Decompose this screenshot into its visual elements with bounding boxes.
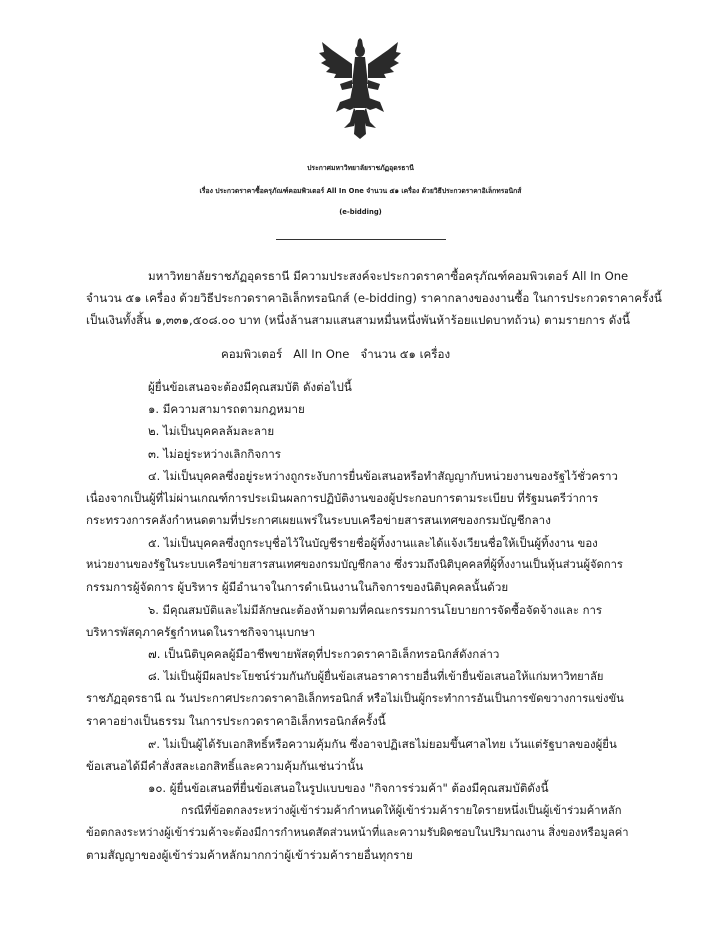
intro-line: มหาวิทยาลัยราชภัฏอุดรธานี มีความประสงค์จะประกวดราคาซื้อครุภัณฑ์คอมพิวเตอร์ All In One — [148, 269, 629, 283]
qualification-line: ๑๐. ผู้ยื่นข้อเสนอที่ยื่นข้อเสนอในรูปแบบของ "กิจการร่วมค้า" ต้องมีคุณสมบัติดังนี้ — [148, 781, 549, 795]
qualification-line: ราคาอย่างเป็นธรรม ในการประกวดราคาอิเล็กทรอนิกส์ครั้งนี้ — [86, 714, 386, 728]
announcement-subject-method: (e-bidding) — [339, 208, 382, 216]
qualification-line: กรรมการผู้จัดการ ผู้บริหาร ผู้มีอำนาจในการดำเนินงานในกิจการของนิติบุคคลนั้นด้วย — [86, 580, 509, 594]
qualification-line: ๔. ไม่เป็นบุคคลซึ่งอยู่ระหว่างถูกระงับการยื่นข้อเสนอหรือทำสัญญากับหน่วยงานของรัฐไว้ชั่วคราว — [148, 469, 618, 483]
qualification-line: หน่วยงานของรัฐในระบบเครือข่ายสารสนเทศของกรมบัญชีกลาง ซึ่งรวมถึงนิติบุคคลที่ผู้ทิ้งงานเป็นหุ้นส่วนผู้จัดการ — [86, 558, 623, 571]
announcement-subject: เรื่อง ประกวดราคาซื้อครุภัณฑ์คอมพิวเตอร์ All In One จำนวน ๕๑ เครื่อง ด้วยวิธีประกวดราคาอิเล็กทรอนิกส์ — [199, 187, 522, 195]
qualification-line: ๕. ไม่เป็นบุคคลซึ่งถูกระบุชื่อไว้ในบัญชีรายชื่อผู้ทิ้งงานและได้แจ้งเวียนชื่อให้เป็นผู้ทิ้งงาน ของ — [148, 536, 598, 550]
qualification-line: ๙. ไม่เป็นผู้ได้รับเอกสิทธิ์หรือความคุ้มกัน ซึ่งอาจปฏิเสธไม่ยอมขึ้นศาลไทย เว้นแต่รัฐบาลของผู้ยื่น — [148, 737, 617, 751]
qualification-line: ๘. ไม่เป็นผู้มีผลประโยชน์ร่วมกันกับผู้ยื่นข้อเสนอราคารายอื่นที่เข้ายื่นข้อเสนอให้แก่มหาวิทยาลัย — [148, 670, 604, 683]
qualification-line: ๑. มีความสามารถตามกฎหมาย — [148, 402, 305, 416]
qualification-line: เนื่องจากเป็นผู้ที่ไม่ผ่านเกณฑ์การประเมินผลการปฏิบัติงานของผู้ประกอบการตามระเบียบ ที่รัฐมนตรีว่าการ — [86, 491, 599, 505]
qualification-line: ๓. ไม่อยู่ระหว่างเลิกกิจการ — [148, 447, 281, 461]
qualification-line: ผู้ยื่นข้อเสนอจะต้องมีคุณสมบัติ ดังต่อไปนี้ — [148, 380, 352, 394]
qualification-line: ข้อเสนอได้มีคำสั่งสละเอกสิทธิ์และความคุ้มกันเช่นว่านั้น — [86, 759, 364, 773]
item-line: คอมพิวเตอร์ All In One จำนวน ๕๑ เครื่อง — [221, 347, 451, 361]
header-divider — [276, 239, 446, 240]
qualification-line: บริหารพัสดุภาครัฐกำหนดในราชกิจจานุเบกษา — [86, 625, 316, 639]
garuda-emblem-icon — [318, 38, 402, 140]
qualification-line: ข้อตกลงระหว่างผู้เข้าร่วมค้าจะต้องมีการกำหนดสัดส่วนหน้าที่และความรับผิดชอบในปริมาณงาน สิ่งของหรือมูลค่า — [86, 826, 629, 839]
qualification-line: ตามสัญญาของผู้เข้าร่วมค้าหลักมากกว่าผู้เข้าร่วมค้ารายอื่นทุกราย — [86, 848, 413, 862]
intro-line: จำนวน ๕๑ เครื่อง ด้วยวิธีประกวดราคาอิเล็กทรอนิกส์ (e-bidding) ราคากลางของงานซื้อ ในการประกวดราคาครั้งนี้ — [86, 291, 662, 305]
qualification-line: ๖. มีคุณสมบัติและไม่มีลักษณะต้องห้ามตามที่คณะกรรมการนโยบายการจัดซื้อจัดจ้างและ การ — [148, 603, 603, 617]
qualification-line: กระทรวงการคลังกำหนดตามที่ประกาศเผยแพร่ในระบบเครือข่ายสารสนเทศของกรมบัญชีกลาง — [86, 513, 551, 527]
announcement-title: ประกาศมหาวิทยาลัยราชภัฏอุดรธานี — [307, 164, 414, 172]
qualification-line: ๒. ไม่เป็นบุคคลล้มละลาย — [148, 424, 275, 438]
qualification-line: ๗. เป็นนิติบุคคลผู้มีอาชีพขายพัสดุที่ประกวดราคาอิเล็กทรอนิกส์ดังกล่าว — [148, 647, 500, 661]
intro-line: เป็นเงินทั้งสิ้น ๑,๓๓๑,๕๐๘.๐๐ บาท (หนึ่งล้านสามแสนสามหมื่นหนึ่งพันห้าร้อยแปดบาทถ้วน) ตามรายการ ดังนี้ — [86, 313, 630, 327]
qualification-line: กรณีที่ข้อตกลงระหว่างผู้เข้าร่วมค้ากำหนดให้ผู้เข้าร่วมค้ารายใดรายหนึ่งเป็นผู้เข้าร่วมค้าหลัก — [181, 804, 622, 817]
qualification-line: ราชภัฏอุดรธานี ณ วันประกาศประกวดราคาอิเล็กทรอนิกส์ หรือไม่เป็นผู้กระทำการอันเป็นการขัดขวางการแข่งขัน — [86, 692, 624, 705]
